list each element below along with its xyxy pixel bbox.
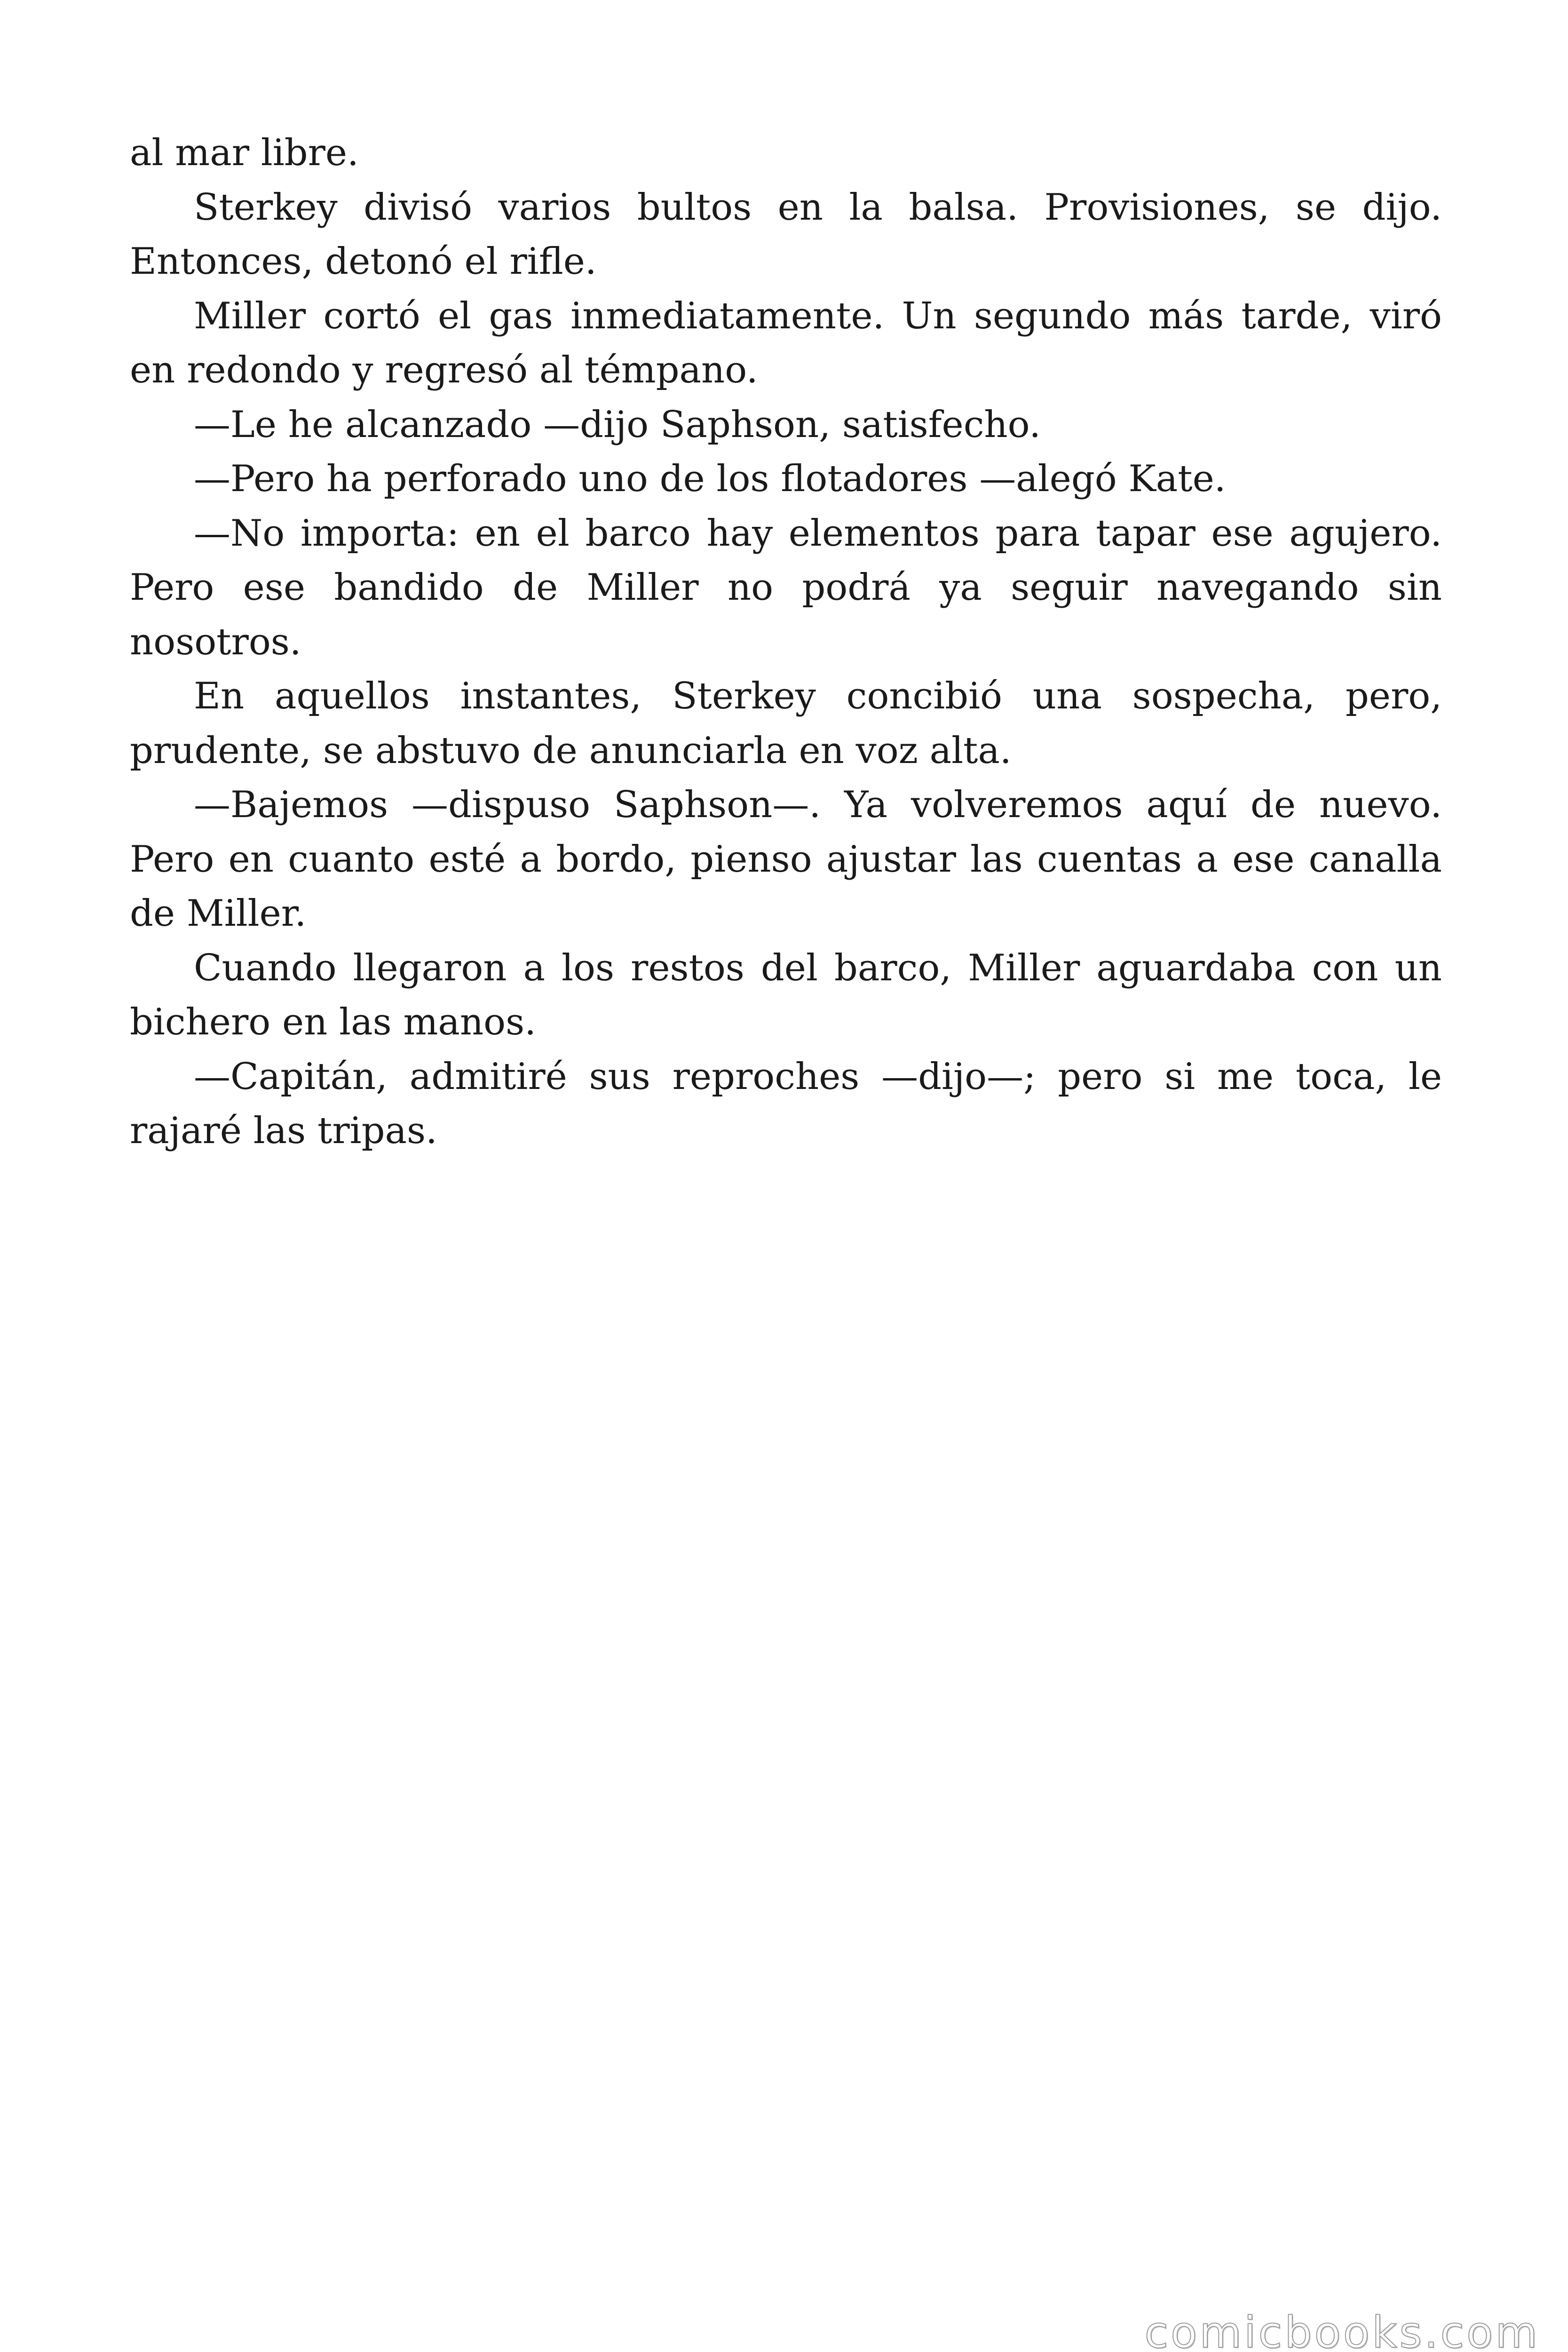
paragraph-dialogue: —Le he alcanzado —dijo Saphson, satisfecho.: [194, 403, 1041, 446]
paragraph: Miller cortó el gas inmediatamente. Un segundo más tarde, viró en redondo y regresó al témpano.: [130, 294, 1442, 391]
paragraph: Cuando llegaron a los restos del barco, Miller aguardaba con un bichero en las manos.: [130, 946, 1442, 1043]
paragraph: Sterkey divisó varios bultos en la balsa. Provisiones, se dijo. Entonces, detonó el rifle.: [130, 186, 1442, 283]
page-body: [130, 126, 1442, 1159]
paragraph-dialogue: —Bajemos —dispuso Saphson—. Ya volveremos aquí de nuevo. Pero en cuanto esté a bordo, pienso ajustar las cuentas a ese canalla de Miller.: [130, 784, 1442, 935]
paragraph-continuation: al mar libre.: [130, 132, 359, 174]
watermark-logo: comicbooks.com: [1144, 2307, 1540, 2352]
paragraph: En aquellos instantes, Sterkey concibió una sospecha, pero, prudente, se abstuvo de anunciarla en voz alta.: [130, 675, 1442, 772]
paragraph-dialogue: —Pero ha perforado uno de los flotadores —alegó Kate.: [194, 458, 1226, 500]
paragraph-dialogue: —Capitán, admitiré sus reproches —dijo—; pero si me toca, le rajaré las tripas.: [130, 1055, 1442, 1152]
paragraph-dialogue: —No importa: en el barco hay elementos para tapar ese agujero. Pero ese bandido de Miller no podrá ya seguir navegando sin nosotros.: [130, 512, 1442, 663]
